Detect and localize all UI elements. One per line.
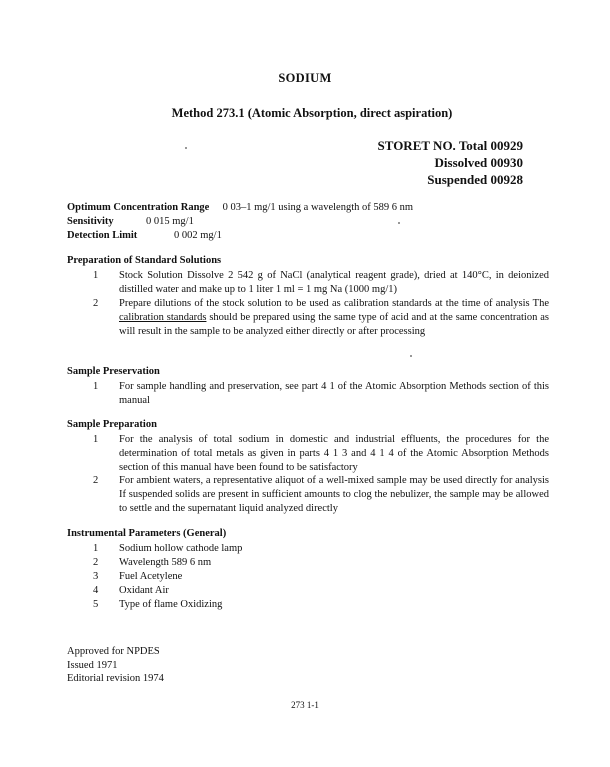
item-text-part: Prepare dilutions of the stock solution to be used as calibration standards at the time of analysis The	[119, 298, 549, 309]
approval-revision: Editorial revision 1974	[67, 673, 164, 684]
item-text: Stock Solution Dissolve 2 542 g of NaCl (analytical reagent grade), dried at 140°C, in deionized distilled water and make up to 1 liter 1 ml = 1 mg Na (1000 mg/1)	[119, 270, 549, 295]
range-label: Optimum Concentration Range	[67, 202, 210, 213]
storet-suspended: Suspended 00928	[427, 172, 523, 187]
underlined-term: calibration standards	[119, 312, 207, 323]
item-text	[119, 297, 549, 339]
item-text: For sample handling and preservation, see part 4 1 of the Atomic Absorption Methods section of this manual	[119, 381, 549, 406]
item-text-part: should be prepared using the same type of acid and at the same concentration as will result in the sample to be analyzed either directly or after processing	[119, 312, 549, 337]
item-number: 2	[93, 557, 99, 568]
item-number: 1	[93, 543, 99, 554]
spec-sensitivity-row	[67, 215, 114, 228]
section-title-preservation: Sample Preservation	[67, 366, 160, 377]
item-number: 1	[93, 434, 99, 445]
approval-block	[67, 645, 164, 686]
range-value: 0 03–1 mg/1 using a wavelength of 589 6 nm	[222, 202, 414, 213]
spec-range-row	[67, 201, 413, 214]
method-subtitle: Method 273.1 (Atomic Absorption, direct aspiration)	[171, 106, 453, 120]
item-number: 1	[93, 381, 99, 392]
item-text: Sodium hollow cathode lamp	[119, 543, 243, 554]
item-text: Fuel Acetylene	[119, 571, 183, 582]
approval-issued: Issued 1971	[67, 659, 118, 671]
detection-label: Detection Limit	[67, 230, 138, 241]
item-number: 2	[93, 298, 99, 309]
page-number: 273 1-1	[291, 700, 319, 710]
storet-total: STORET NO. Total 00929	[377, 138, 523, 153]
storet-block	[378, 137, 523, 188]
scan-speck	[398, 222, 400, 224]
document-title: SODIUM	[278, 71, 332, 85]
item-text: For ambient waters, a representative aliquot of a well-mixed sample may be used directly for analysis If suspended solids are present in sufficient amounts to clog the nebulizer, the sample may be allowed to settle and the supernatant liquid analyzed directly	[119, 475, 549, 514]
item-number: 5	[93, 599, 99, 610]
item-text: For the analysis of total sodium in domestic and industrial effluents, the procedures for the determination of total metals as given in parts 4 1 3 and 4 1 4 of the Atomic Absorption Methods section of this manual have been found to be satisfactory	[119, 434, 549, 473]
item-text: Type of flame Oxidizing	[119, 599, 223, 610]
item-text: Oxidant Air	[119, 585, 169, 596]
spec-detection-row	[67, 229, 137, 242]
section-title-standards: Preparation of Standard Solutions	[67, 255, 222, 266]
section-title-instrumental: Instrumental Parameters (General)	[67, 528, 227, 539]
scan-speck	[410, 355, 412, 357]
detection-value: 0 002 mg/1	[174, 230, 222, 241]
item-number: 1	[93, 270, 99, 281]
sensitivity-value: 0 015 mg/1	[146, 216, 194, 227]
scan-speck	[185, 147, 187, 149]
approval-npdes: Approved for NPDES	[67, 646, 160, 657]
item-number: 2	[93, 475, 99, 486]
section-title-preparation: Sample Preparation	[67, 419, 157, 430]
sensitivity-label: Sensitivity	[67, 216, 114, 227]
item-number: 3	[93, 571, 99, 582]
item-number: 4	[93, 585, 99, 596]
item-text: Wavelength 589 6 nm	[119, 557, 212, 568]
storet-dissolved: Dissolved 00930	[434, 155, 523, 170]
